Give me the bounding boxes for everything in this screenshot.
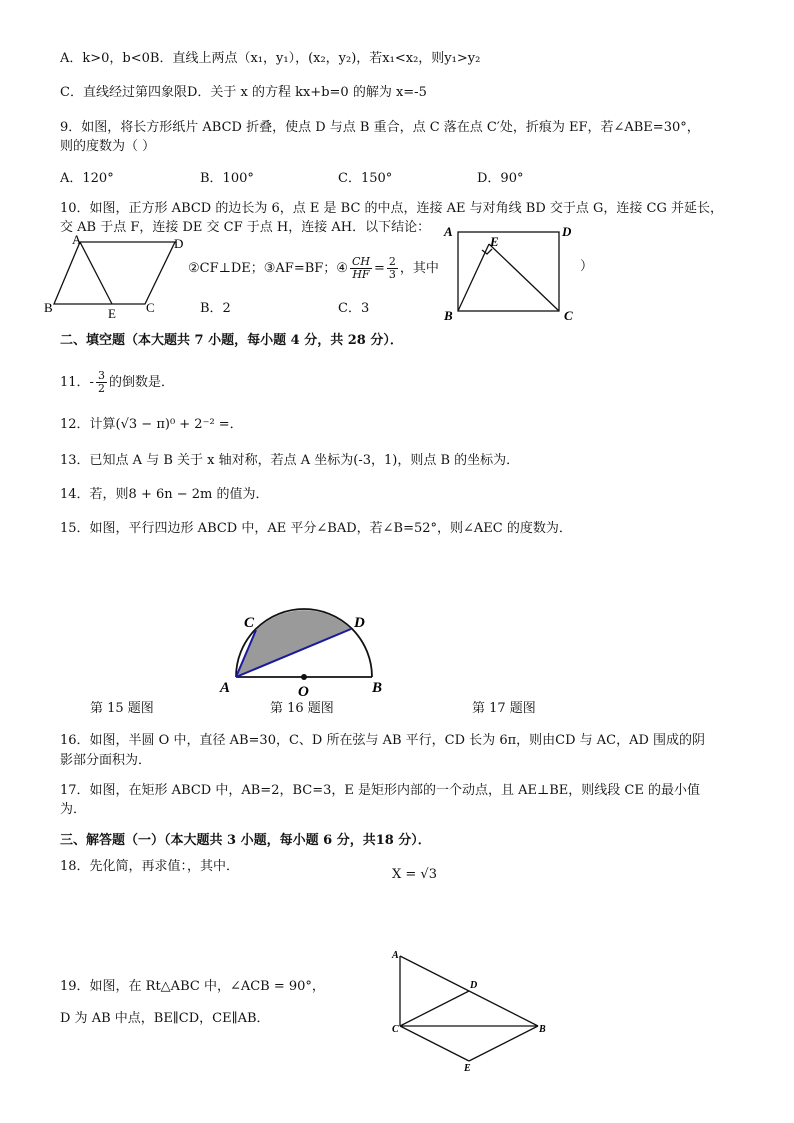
q9-option-a: A．120° — [60, 171, 114, 186]
semicircle-figure — [218, 602, 398, 702]
q8-line1: A．k>0，b<0B．直线上两点（x₁，y₁），(x₂，y₂)，若x₁<x₂，则y₁>y₂ — [60, 51, 481, 66]
parallelogram-label-e: E — [108, 306, 116, 321]
q10-fraction-2-3: $\frac{2}{3}$ — [388, 255, 396, 281]
q10-conclusions: ②CF⊥DE；③AF=BF；④ — [188, 261, 348, 276]
rt-label-b: B — [539, 1024, 546, 1035]
q9-line2: 则的度数为（ ） — [60, 139, 156, 154]
q12: 12．计算(√3 − π)⁰ + 2⁻² =． — [60, 417, 243, 432]
q16-line1: 16．如图，半圆 O 中，直径 AB=30，C、D 所在弦与 AB 平行，CD 长为 6π，则由CD 与 AC，AD 围成的阴 — [60, 733, 706, 748]
q9-option-d: D．90° — [477, 171, 524, 186]
right-triangle-figure — [390, 948, 550, 1073]
q19-line2: D 为 AB 中点，BE∥CD，CE∥AB． — [60, 1011, 270, 1026]
q10-paren: ） — [580, 259, 594, 274]
parallelogram-label-c: C — [146, 300, 155, 315]
rt-label-d: D — [470, 980, 478, 991]
caption-fig-16: 第 16 题图 — [270, 701, 334, 716]
q13: 13．已知点 A 与 B 关于 x 轴对称，若点 A 坐标为(-3，1)，则点 B 的坐标为． — [60, 453, 520, 468]
semicircle-label-c: C — [244, 615, 255, 631]
semicircle-label-a: A — [220, 680, 231, 696]
semicircle-label-o: O — [298, 684, 309, 700]
q10-line3: ②CF⊥DE；③AF=BF；④ $\frac{CH}{HF}$ = $\frac{2}{3}$ ，其中 — [188, 255, 439, 281]
q8-line2: C．直线经过第四象限D．关于 x 的方程 kx+b=0 的解为 x=-5 — [60, 85, 427, 100]
q18: 18．先化简，再求值：，其中． — [60, 859, 240, 874]
rt-label-e: E — [464, 1063, 471, 1074]
rectangle-label-b: B — [444, 308, 453, 323]
q18-x-value: X = √3 — [392, 867, 437, 882]
rectangle-label-e: E — [490, 234, 499, 249]
parallelogram-label-d: D — [174, 236, 184, 251]
q17-line2: 为． — [60, 802, 87, 817]
q15: 15．如图，平行四边形 ABCD 中，AE 平分∠BAD，若∠B=52°，则∠AEC 的度数为． — [60, 521, 572, 536]
q9-line1: 9．如图，将长方形纸片 ABCD 折叠，使点 D 与点 B 重合，点 C 落在点 C′处，折痕为 EF，若∠ABE=30°， — [60, 120, 700, 135]
section-3-heading: 三、解答题（一）（本大题共 3 小题，每小题 6 分，共18 分）． — [60, 833, 431, 848]
rectangle-label-d: D — [562, 224, 572, 239]
rectangle-figure — [442, 224, 592, 324]
rt-label-a: A — [392, 950, 399, 961]
q17-line1: 17．如图，在矩形 ABCD 中，AB=2，BC=3，E 是矩形内部的一个动点，且 AE⊥BE，则线段 CE 的最小值 — [60, 783, 700, 798]
q11: 11．- $\frac{3}{2}$ 的倒数是． — [60, 369, 174, 395]
parallelogram-label-a: A — [72, 232, 82, 247]
caption-fig-17: 第 17 题图 — [472, 701, 536, 716]
q10-line2: 交 AB 于点 F，连接 DE 交 CF 于点 H，连接 AH．以下结论： — [60, 220, 431, 235]
rt-label-c: C — [392, 1024, 399, 1035]
semicircle-label-d: D — [354, 615, 365, 631]
parallelogram-figure — [40, 232, 200, 322]
parallelogram-label-b: B — [44, 300, 53, 315]
rectangle-label-c: C — [564, 308, 573, 323]
q9-option-b: B．100° — [200, 171, 254, 186]
semicircle-label-b: B — [372, 680, 383, 696]
q10-option-c: C．3 — [338, 301, 370, 316]
q10-fraction-ch-hf: $\frac{CH}{HF}$ — [351, 255, 370, 281]
caption-fig-15: 第 15 题图 — [90, 701, 154, 716]
rectangle-label-a: A — [444, 224, 453, 239]
q14: 14．若，则8 + 6n − 2m 的值为． — [60, 487, 269, 502]
section-2-heading: 二、填空题（本大题共 7 小题，每小题 4 分，共 28 分）． — [60, 333, 403, 348]
q16-line2: 影部分面积为． — [60, 753, 152, 768]
q10-line1: 10．如图，正方形 ABCD 的边长为 6，点 E 是 BC 的中点，连接 AE 与对角线 BD 交于点 G，连接 CG 并延长， — [60, 201, 724, 216]
q10-option-b: B．2 — [200, 301, 231, 316]
q9-option-c: C．150° — [338, 171, 393, 186]
q11-fraction: $\frac{3}{2}$ — [97, 369, 105, 395]
q19-line1: 19．如图，在 Rt△ABC 中，∠ACB = 90°， — [60, 979, 325, 994]
